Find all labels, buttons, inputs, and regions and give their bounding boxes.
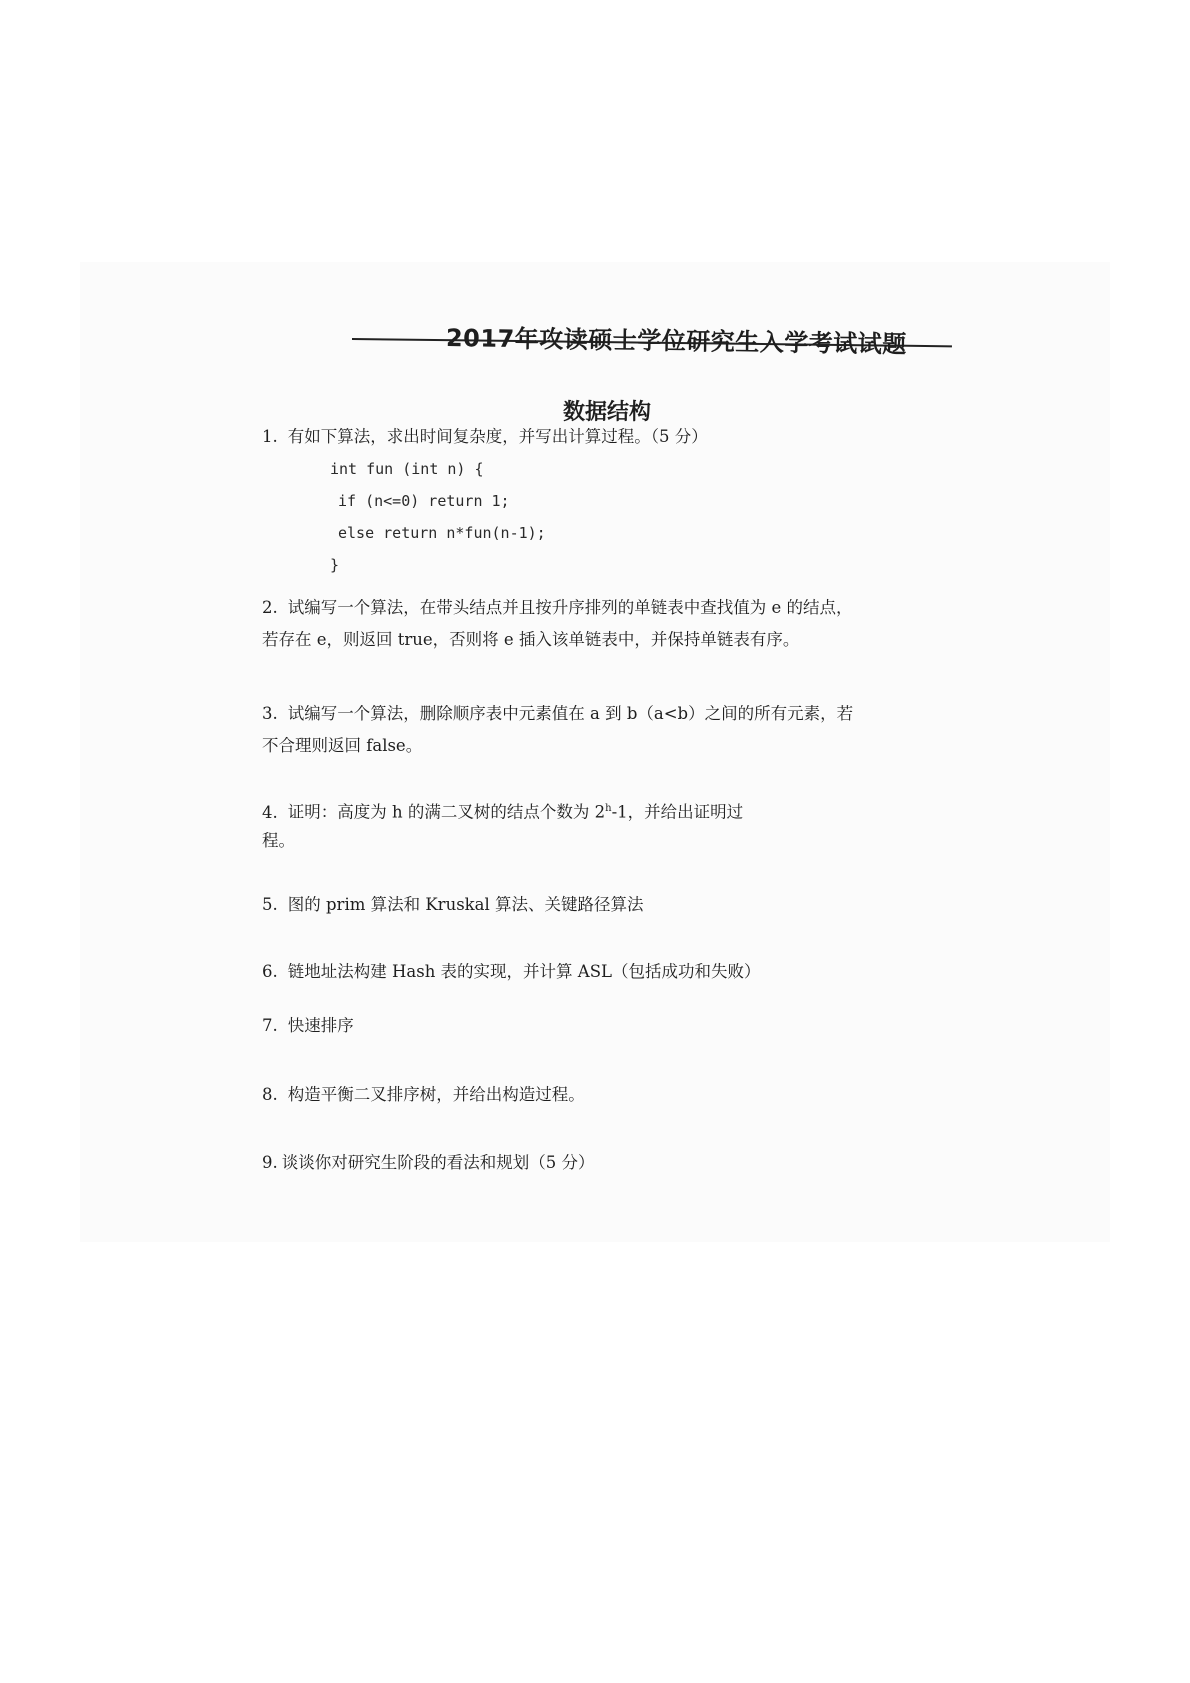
question-text-end: -1，并给出证明过 [611,802,744,822]
question-7 [262,1014,354,1038]
question-text: 谈谈你对研究生阶段的看法和规划（5 分） [281,1153,595,1172]
question-2-continued: 若存在 e，则返回 true，否则将 e 插入该单链表中，并保持单链表有序。 [262,630,800,649]
question-2 [262,596,853,620]
question-3 [262,702,853,726]
question-number: 1. [262,427,278,446]
question-text: 证明：高度为 h 的满二叉树的结点个数为 2 [287,802,606,822]
code-line-3: else return n*fun(n-1); [338,524,546,542]
question-1 [262,425,708,449]
question-text: 图的 prim 算法和 Kruskal 算法、关键路径算法 [287,895,644,914]
code-line-4: } [330,556,340,574]
question-number: 6. [262,962,278,981]
question-text: 构造平衡二叉排序树，并给出构造过程。 [287,1085,585,1104]
question-number: 2. [262,598,278,617]
exam-title: 2017年攻读硕士学位研究生入学考试试题 [445,324,907,359]
question-text: 试编写一个算法，删除顺序表中元素值在 a 到 b（a<b）之间的所有元素，若 [287,704,854,723]
question-number: 7. [262,1016,278,1035]
question-text: 有如下算法，求出时间复杂度，并写出计算过程。（5 分） [287,427,708,446]
question-6 [262,960,760,984]
question-3-continued: 不合理则返回 false。 [262,736,423,755]
question-9 [262,1151,595,1175]
code-line-1: int fun (int n) { [330,460,484,478]
question-text: 快速排序 [287,1016,354,1035]
exponent: h [605,803,612,814]
question-4 [262,797,743,825]
question-8 [262,1083,585,1107]
question-number: 5. [262,895,278,914]
question-text: 链地址法构建 Hash 表的实现，并计算 ASL（包括成功和失败） [287,962,761,981]
question-4-continued: 程。 [262,831,295,850]
question-number: 4. [262,802,278,822]
question-5 [262,893,644,917]
question-text: 试编写一个算法，在带头结点并且按升序排列的单链表中查找值为 e 的结点， [287,598,853,617]
subject-title: 数据结构 [563,400,652,425]
question-number: 9. [262,1153,278,1172]
question-number: 3. [262,704,278,723]
code-line-2: if (n<=0) return 1; [338,492,510,510]
question-number: 8. [262,1085,278,1104]
